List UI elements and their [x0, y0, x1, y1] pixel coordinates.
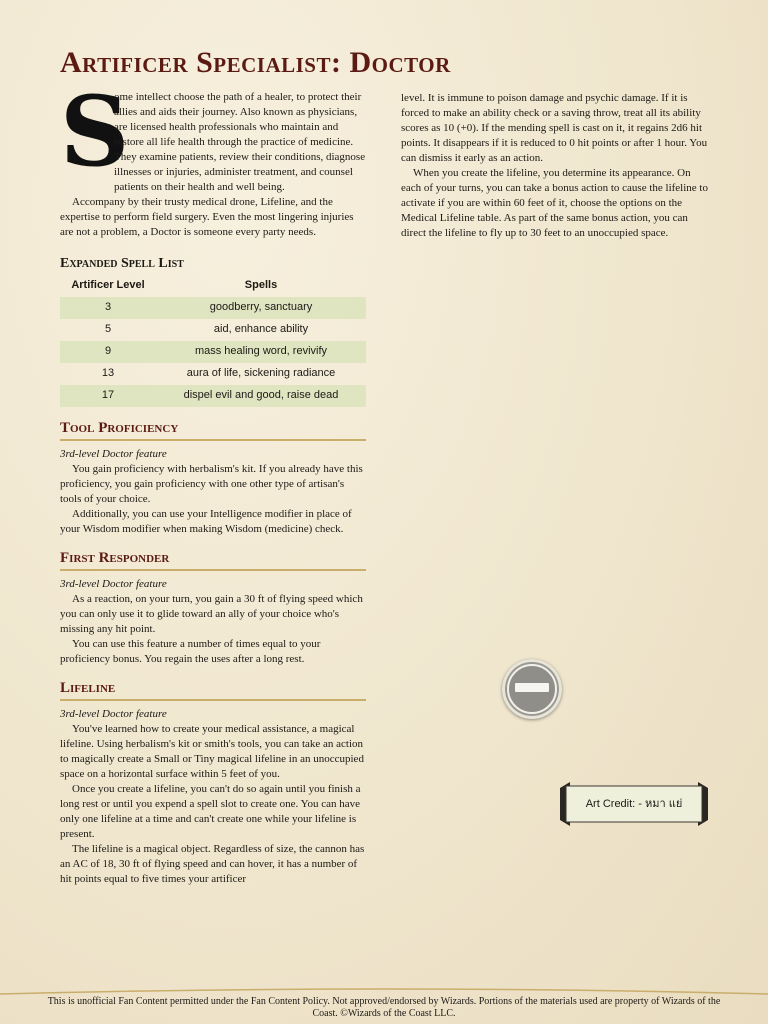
tool-proficiency-heading: Tool Proficiency [60, 421, 366, 441]
right-paragraph-1: level. It is immune to poison damage and psychic damage. If it is forced to make an ability check or a saving throw, treat all its ability scores as 10 (+0). If the mending spell is cast on it, it regains 2d6 hit points. It disappears if it is reduced to 0 hit points or after 1 hour. You can dismiss it early as an action. [401, 92, 708, 164]
right-column [401, 91, 709, 241]
first-responder-paragraph-1: As a reaction, on your turn, you gain a 30 ft of flying speed which you can only use it to glide toward an ally of your choice who's missing any hit point. [60, 593, 363, 635]
table-row [60, 385, 366, 407]
level-cell: 13 [101, 367, 115, 379]
intro-section [60, 75, 366, 240]
spells-cell: aid, enhance ability [213, 323, 309, 335]
first-responder-heading: First Responder [60, 551, 366, 571]
lifeline-paragraph-1: You've learned how to create your medical assistance, a magical lifeline. Using herbalism's kit or smith's tools, you can take an action to magically create a Small or Tiny magical lifeline in an unoccupied space on a horizontal surface within 5 feet of you. [60, 723, 364, 780]
intro-paragraph-1: ome intellect choose the path of a healer, to protect their allies and aids their journey. Also known as physicians, are licensed health professionals who maintain and restore all life health through the practice of medicine. They examine patients, review their conditions, diagnose illnesses or injuries, administer treatment, and counsel patients on their health and well being. [114, 91, 366, 193]
intro-paragraph-2: Accompany by their trusty medical drone, Lifeline, and the expertise to perform field surgery. Even the most lingering injuries are not a problem, a Doctor is someone every party needs. [60, 196, 354, 238]
column-header-spells: Spells [244, 279, 278, 291]
level-cell: 17 [60, 385, 156, 407]
tool-proficiency-paragraph-1: You gain proficiency with herbalism's kit. If you already have this proficiency, you gain proficiency with one other type of artisan's tools of your choice. [60, 463, 363, 505]
lifeline-feature: 3rd-level Doctor feature [60, 708, 167, 720]
lifeline-paragraph-2: Once you create a lifeline, you can't do so again until you finish a long rest or until you expend a spell slot to create one. You can have only one lifeline at a time and can't create one while your lifeline is present. [60, 783, 361, 840]
footer-divider-icon [0, 986, 768, 996]
column-header-level: Artificer Level [71, 279, 145, 291]
tool-proficiency-paragraph-2: Additionally, you can use your Intelligence modifier in place of your Wisdom modifier when making Wisdom (medicine) check. [60, 508, 352, 535]
spells-cell: mass healing word, revivify [156, 341, 366, 363]
footer-legal-text: This is unofficial Fan Content permitted under the Fan Content Policy. Not approved/endorsed by Wizards. Portions of the materials used are property of Wizards of the Coast. ©Wizards of the Coast LLC. [47, 996, 721, 1019]
first-responder-paragraph-2: You can use this feature a number of times equal to your proficiency bonus. You regain the uses after a long rest. [60, 638, 321, 665]
table-row [60, 319, 366, 341]
table-header-row [60, 275, 366, 297]
spells-cell: goodberry, sanctuary [156, 297, 366, 319]
right-paragraph-2: When you create the lifeline, you determine its appearance. On each of your turns, you can take a bonus action to cause the lifeline to activate if you are within 60 feet of it, choose the options on the Medical Lifeline table. As part of the same bonus action, you can direct the lifeline to fly up to 30 feet to an unoccupied space. [401, 167, 708, 239]
spell-list-table [60, 275, 366, 407]
dropcap-letter: S [60, 75, 130, 188]
level-cell: 9 [60, 341, 156, 363]
lifeline-heading: Lifeline [60, 681, 366, 701]
page-title: Artificer Specialist: Doctor [60, 46, 451, 79]
minus-icon [515, 683, 549, 692]
tool-proficiency-feature: 3rd-level Doctor feature [60, 448, 167, 460]
level-cell: 3 [60, 297, 156, 319]
remove-button[interactable] [502, 659, 562, 719]
level-cell: 5 [104, 323, 112, 335]
left-column [60, 75, 366, 887]
art-credit-banner [560, 782, 708, 826]
lifeline-paragraph-3: The lifeline is a magical object. Regardless of size, the cannon has an AC of 18, 30 ft of flying speed and can hover, it has a number of hit points equal to five times your artificer [60, 843, 365, 885]
table-row [60, 341, 366, 363]
table-row [60, 297, 366, 319]
art-credit-text: Art Credit: - หมา แย่ [585, 798, 683, 810]
spells-cell: dispel evil and good, raise dead [156, 385, 366, 407]
table-row [60, 363, 366, 385]
first-responder-feature: 3rd-level Doctor feature [60, 578, 167, 590]
spell-list-heading: Expanded Spell List [60, 256, 184, 271]
spells-cell: aura of life, sickening radiance [186, 367, 336, 379]
